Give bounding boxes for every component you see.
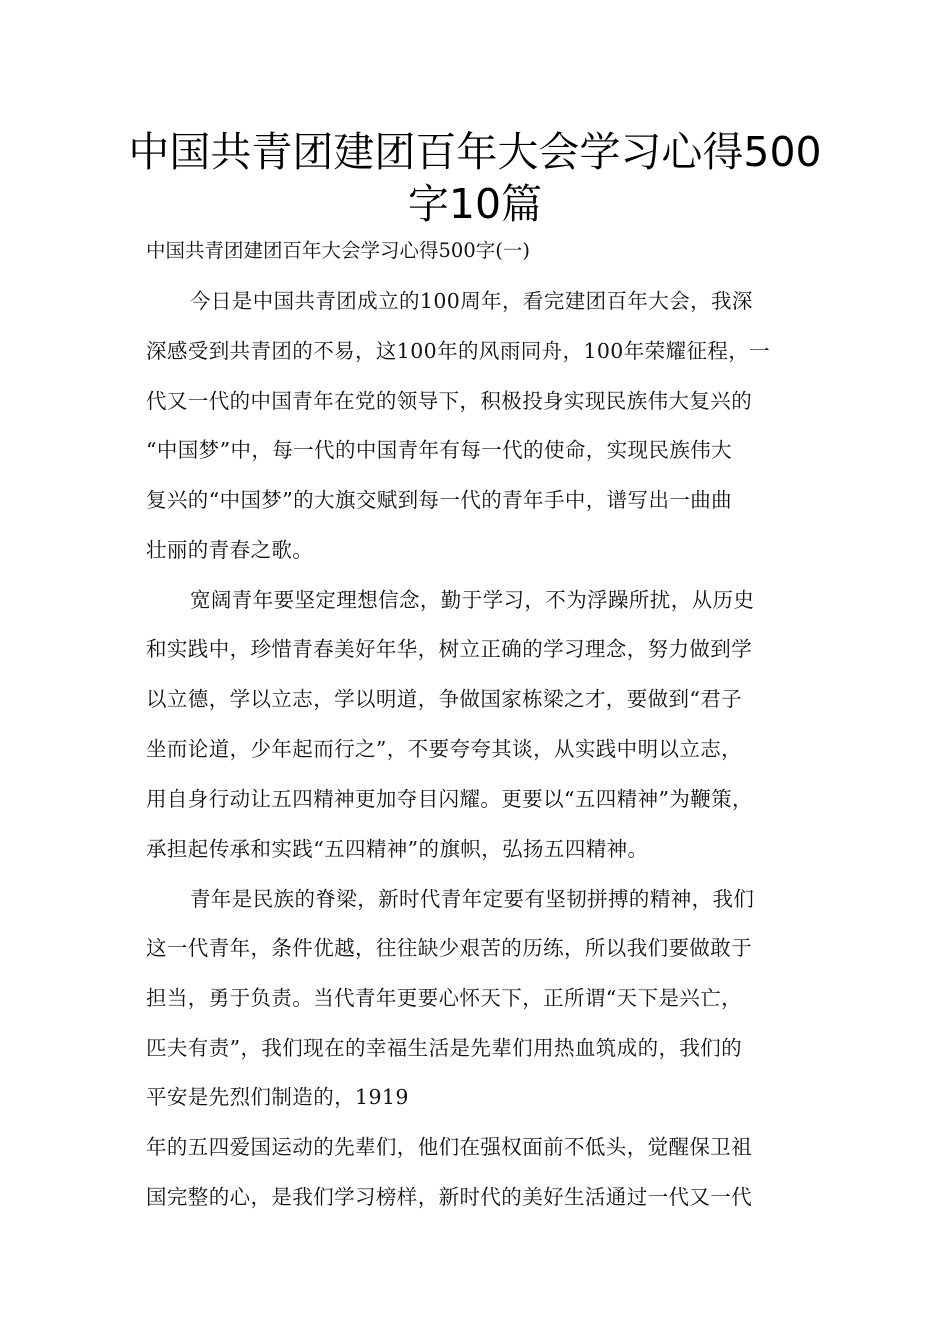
section-heading: 中国共青团建团百年大会学习心得500字(一) [146, 239, 530, 262]
document-title [120, 126, 830, 230]
text-line: 宽阔青年要坚定理想信念，勤于学习，不为浮躁所扰，从历史 [190, 588, 755, 612]
text-line: 今日是中国共青团成立的100周年，看完建团百年大会，我深 [190, 289, 753, 313]
title-line-2: 字10篇 [407, 180, 543, 228]
text-line: 用自身行动让五四精神更加夺目闪耀。更要以“五四精神”为鞭策， [146, 787, 753, 811]
text-line: 青年是民族的脊梁，新时代青年定要有坚韧拼搏的精神，我们 [190, 887, 755, 911]
text-line: 深感受到共青团的不易，这100年的风雨同舟，100年荣耀征程，一 [146, 339, 771, 363]
text-line: 匹夫有责”，我们现在的幸福生活是先辈们用热血筑成的，我们的 [146, 1036, 743, 1060]
text-line: 坐而论道，少年起而行之”，不要夸夸其谈，从实践中明以立志， [146, 737, 743, 761]
text-line: 国完整的心，是我们学习榜样，新时代的美好生活通过一代又一代 [146, 1185, 753, 1209]
text-line: 和实践中，珍惜青春美好年华，树立正确的学习理念，努力做到学 [146, 637, 753, 661]
text-line: 平安是先烈们制造的，1919 [146, 1085, 409, 1109]
text-line: “中国梦”中，每一代的中国青年有每一代的使命，实现民族伟大 [146, 438, 733, 462]
text-line: 以立德，学以立志，学以明道，争做国家栋梁之才，要做到“君子 [146, 687, 743, 711]
text-line: 承担起传承和实践“五四精神”的旗帜，弘扬五四精神。 [146, 837, 649, 861]
title-line-1: 中国共青团建团百年大会学习心得500 [128, 128, 822, 176]
text-line: 担当，勇于负责。当代青年更要心怀天下，正所谓“天下是兴亡， [146, 986, 743, 1010]
text-line: 这一代青年，条件优越，往往缺少艰苦的历练，所以我们要做敢于 [146, 936, 753, 960]
text-line: 复兴的“中国梦”的大旗交赋到每一代的青年手中，谱写出一曲曲 [146, 488, 733, 512]
text-line: 代又一代的中国青年在党的领导下，积极投身实现民族伟大复兴的 [146, 389, 753, 413]
text-line: 壮丽的青春之歌。 [146, 538, 314, 562]
text-line: 年的五四爱国运动的先辈们，他们在强权面前不低头，觉醒保卫祖 [146, 1135, 753, 1159]
